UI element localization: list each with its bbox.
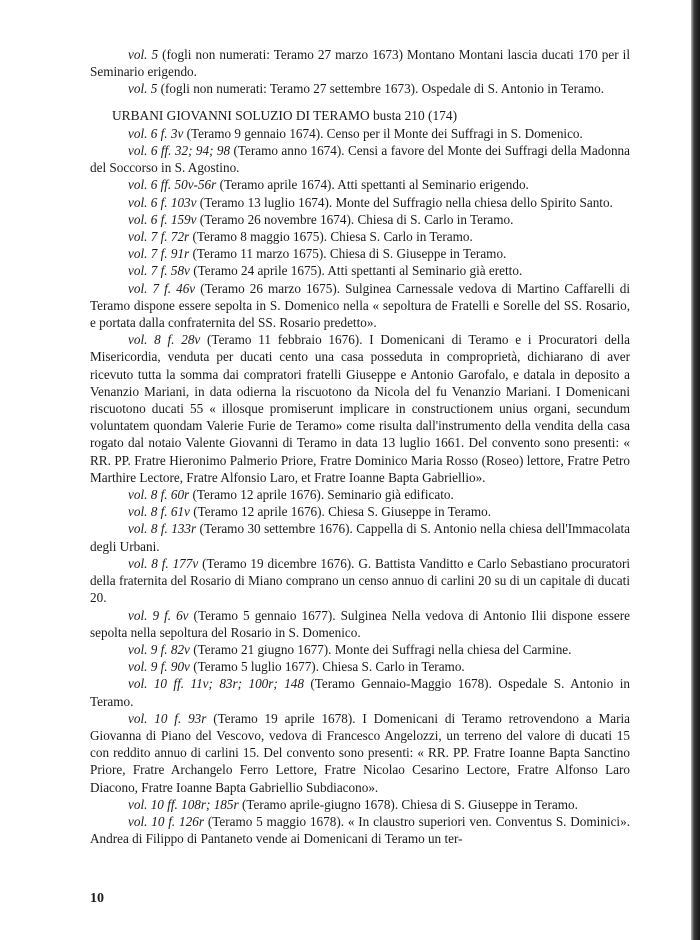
paragraph xyxy=(90,176,630,193)
volume-reference: vol. 7 f. 72r xyxy=(128,229,190,245)
entry-text: (Teramo 19 aprile 1678). I Domenicani di Teramo retrovendono a Maria Giovanna di Piano del Vescovo, vedova di Francesco Angelozzi, un terreno del valore di ducati 15 con reddito annuo di carlini 15. Del convento sono presenti: « RR. PP. Fratre Ioanne Bapta Sanctino Priore, Fratre Archangelo Ferro Lettore, Fratre Nicolao Cesarino Lectore, Fratre Alfonso Laro Diacono, Fratre Ioanne Bapta Gabriellio Subdiacono». xyxy=(90,710,630,795)
book-spine-edge xyxy=(691,0,700,940)
paragraph xyxy=(90,658,630,675)
paragraph xyxy=(90,710,630,796)
paragraph xyxy=(90,607,630,641)
paragraph xyxy=(90,80,630,97)
entry-text: (Teramo 5 luglio 1677). Chiesa S. Carlo in Teramo. xyxy=(189,659,465,675)
volume-reference: vol. 5 xyxy=(128,81,158,97)
paragraph xyxy=(90,796,630,813)
volume-reference: vol. 6 f. 103v xyxy=(128,194,197,210)
paragraph xyxy=(90,520,630,554)
paragraph xyxy=(90,641,630,658)
entry-text: (Teramo 11 marzo 1675). Chiesa di S. Giuseppe in Teramo. xyxy=(189,246,507,262)
paragraph xyxy=(90,228,630,245)
volume-reference: vol. 9 f. 90v xyxy=(128,659,190,675)
paragraph xyxy=(90,503,630,520)
entry-text: (Teramo 11 febbraio 1676). I Domenicani di Teramo e i Procuratori della Misericordia, venduta per ducati cento una casa posseduta in comproprietà, dichiarano di aver ricevuto tutta la somma dai compratori fratelli Giuseppe e Antonio Garofalo, e datala in deposito a Venanzio Mariani, in data odierna la riscuotono da Nicola del fu Venanzio Mariani. I Domenicani riscuotono ducati 55 « illosque promiserunt implicare in constructionem unius organi, secundum voluntatem quondam Valerie Furie de Teramo» come risulta dall'instrumento della vendita della casa rogato dal notaio Valente Giovanni di Teramo in data 13 luglio 1661. Del convento sono presenti: « RR. PP. Fratre Hieronimo Palmerio Priore, Fratre Dominico Maria Rosso (Roseo) lettore, Fratre Petro Marthire Lectore, Fratre Alfonsio Laro, et Fratre Ioanne Bapta Gabriellio». xyxy=(90,332,631,485)
volume-reference: vol. 7 f. 91r xyxy=(128,246,190,262)
entry-text: (Teramo aprile-giugno 1678). Chiesa di S. Giuseppe in Teramo. xyxy=(238,796,578,812)
paragraph xyxy=(90,142,630,176)
paragraph xyxy=(90,280,630,332)
entry-text: (Teramo 8 maggio 1675). Chiesa S. Carlo in Teramo. xyxy=(189,229,473,245)
entry-text: (Teramo 24 aprile 1675). Atti spettanti al Seminario già eretto. xyxy=(189,263,523,279)
entry-text: (Teramo 30 settembre 1676). Cappella di S. Antonio nella chiesa dell'Immacolata degli Urbani. xyxy=(90,521,630,554)
page-body xyxy=(90,46,630,847)
paragraph xyxy=(90,262,630,279)
entry-text: (Teramo 5 gennaio 1677). Sulginea Nella vedova di Antonio Ilii dispone essere sepolta nella sepoltura del Rosario in S. Domenico. xyxy=(90,607,630,640)
volume-reference: vol. 9 f. 82v xyxy=(128,641,190,657)
volume-reference: vol. 10 ff. 11v; 83r; 100r; 148 xyxy=(128,676,304,692)
paragraph xyxy=(90,555,630,607)
volume-reference: vol. 8 f. 61v xyxy=(128,504,190,520)
entry-text: (Teramo 19 dicembre 1676). G. Battista Vanditto e Carlo Sebastiano procuratori della fraternita del Rosario di Miano comprano un censo annuo di carlini 20 su di un capitale di ducati 20. xyxy=(90,555,630,606)
volume-reference: vol. 7 f. 46v xyxy=(128,280,196,296)
entry-text: (fogli non numerati: Teramo 27 marzo 1673) Montano Montani lascia ducati 170 per il Seminario erigendo. xyxy=(90,47,630,80)
volume-reference: vol. 8 f. 60r xyxy=(128,487,190,503)
entry-text: (Teramo 26 marzo 1675). Sulginea Carnessale vedova di Martino Caffarelli di Teramo dispone essere sepolta in S. Domenico nella « sepoltura de Fratelli e Sorelle del SS. Rosario, e portata dalla confraternita del SS. Rosario predetto». xyxy=(90,280,630,331)
page-number: 10 xyxy=(90,891,104,906)
paragraph xyxy=(90,245,630,262)
volume-reference: vol. 8 f. 177v xyxy=(128,555,199,571)
paragraph xyxy=(90,675,630,709)
paragraph xyxy=(90,194,630,211)
paragraph xyxy=(90,813,630,847)
entry-text: (Teramo Gennaio-Maggio 1678). Ospedale S. Antonio in Teramo. xyxy=(90,676,630,709)
volume-reference: vol. 10 ff. 108r; 185r xyxy=(128,796,239,812)
volume-reference: vol. 5 xyxy=(128,47,159,62)
entry-text: (Teramo 26 novembre 1674). Chiesa di S. Carlo in Teramo. xyxy=(196,211,514,227)
entry-text: (Teramo 13 luglio 1674). Monte del Suffragio nella chiesa dello Spirito Santo. xyxy=(196,194,613,210)
volume-reference: vol. 8 f. 133r xyxy=(128,521,197,537)
volume-reference: vol. 9 f. 6v xyxy=(128,607,189,623)
entry-text: (Teramo 5 maggio 1678). « In claustro superiori ven. Conventus S. Dominici». Andrea di Filippo di Pantaneto vende ai Domenicani di Teramo un ter- xyxy=(90,813,630,847)
paragraph xyxy=(90,125,630,142)
paragraph xyxy=(90,486,630,503)
volume-reference: vol. 8 f. 28v xyxy=(128,332,201,348)
volume-reference: vol. 7 f. 58v xyxy=(128,263,190,279)
section-heading xyxy=(90,107,630,124)
volume-reference: vol. 6 f. 3v xyxy=(128,125,184,141)
entry-text: (Teramo anno 1674). Censi a favore del Monte dei Suffragi della Madonna del Soccorso in S. Agostino. xyxy=(90,143,630,176)
volume-reference: vol. 10 f. 126r xyxy=(128,813,204,829)
entry-text: (Teramo 9 gennaio 1674). Censo per il Monte dei Suffragi in S. Domenico. xyxy=(183,125,583,141)
entry-text: (Teramo 12 aprile 1676). Seminario già edificato. xyxy=(189,487,454,503)
paragraph xyxy=(90,331,630,486)
heading-text: URBANI GIOVANNI SOLUZIO DI TERAMO busta 210 (174) xyxy=(112,107,458,123)
entry-text: (Teramo 21 giugno 1677). Monte dei Suffragi nella chiesa del Carmine. xyxy=(189,641,572,657)
entry-text: (fogli non numerati: Teramo 27 settembre 1673). Ospedale di S. Antonio in Teramo. xyxy=(157,81,604,97)
entry-text: (Teramo 12 aprile 1676). Chiesa S. Giuseppe in Teramo. xyxy=(189,504,492,520)
volume-reference: vol. 6 ff. 32; 94; 98 xyxy=(128,143,231,159)
volume-reference: vol. 6 ff. 50v-56r xyxy=(128,177,217,193)
paragraph xyxy=(90,211,630,228)
volume-reference: vol. 10 f. 93r xyxy=(128,710,207,726)
volume-reference: vol. 6 f. 159v xyxy=(128,211,197,227)
paragraph xyxy=(90,46,630,80)
entry-text: (Teramo aprile 1674). Atti spettanti al Seminario erigendo. xyxy=(216,177,529,193)
